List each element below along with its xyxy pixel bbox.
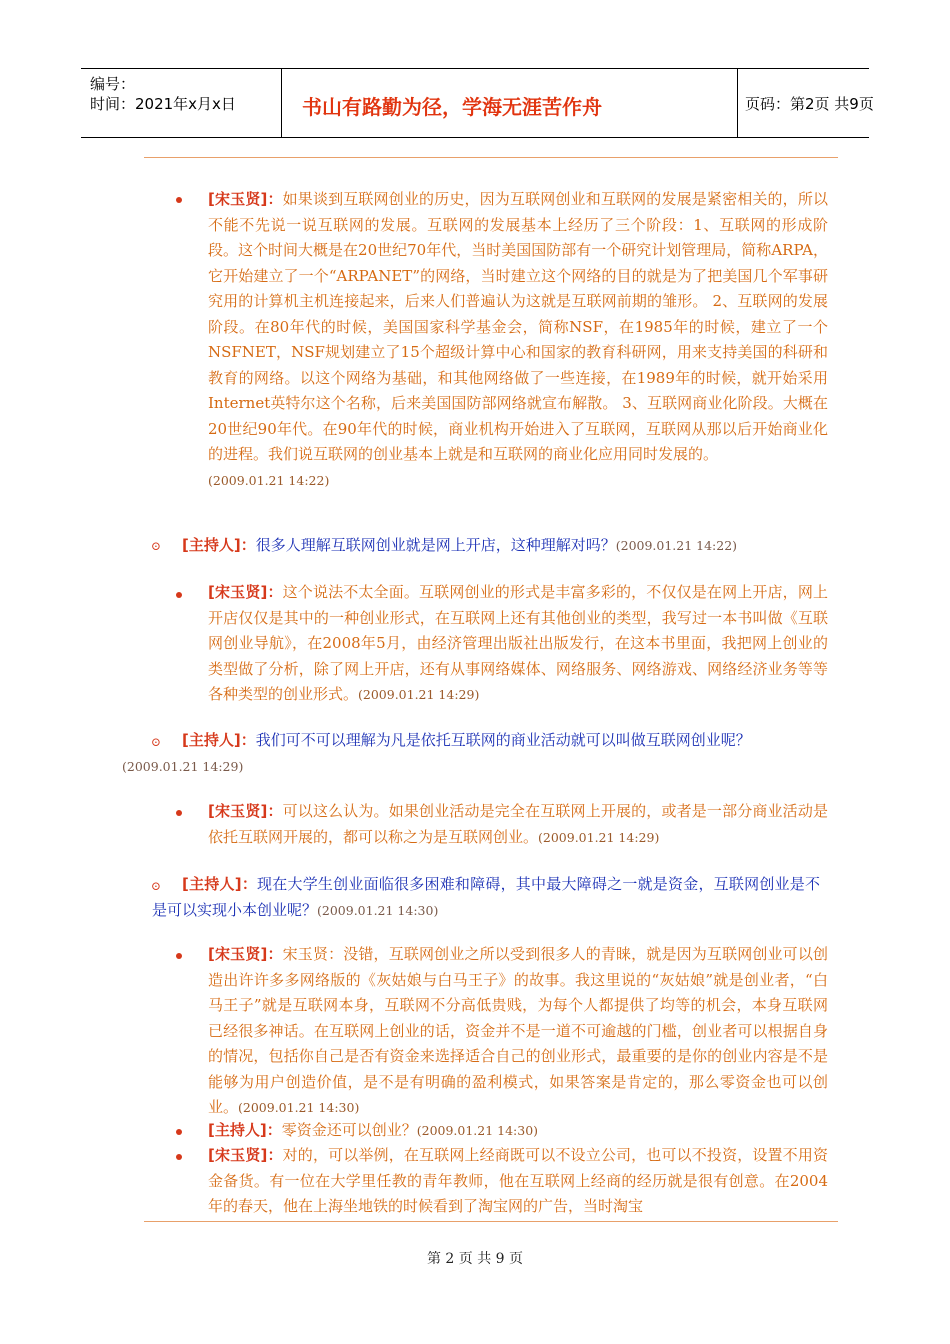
entry-text: 可以这么认为。如果创业活动是完全在互联网上开展的，或者是一部分商业活动是依托互联网开展的，都可以称之为是互联网创业。	[208, 802, 828, 846]
answer-entry	[208, 1118, 828, 1144]
timestamp: (2009.01.21 14:22)	[615, 538, 738, 553]
speaker-label: [宋玉贤]：	[208, 945, 283, 963]
header-left-cell	[81, 69, 282, 137]
timestamp: (2009.01.21 14:29)	[538, 829, 660, 845]
clock-icon: ⊙	[151, 539, 162, 553]
bullet-icon	[176, 810, 182, 816]
answer-entry	[208, 942, 828, 1121]
timestamp: (2009.01.21 14:30)	[317, 902, 439, 918]
question-entry	[122, 728, 820, 779]
answer-entry	[208, 799, 828, 850]
answer-entry	[208, 1143, 828, 1220]
question-entry	[152, 872, 820, 923]
timestamp: (2009.01.21 14:29)	[358, 687, 480, 702]
speaker-label: [宋玉贤]：	[208, 583, 283, 601]
top-rule	[144, 157, 838, 158]
timestamp: (2009.01.21 14:22)	[208, 472, 330, 488]
entry-text: 对的，可以举例，在互联网上经商既可以不设立公司，也可以不投资，设置不用资金备货。有一位在大学里任教的青年教师，他在互联网上经商的经历就是很有创意。在2004年的春天，他在上海坐地铁的时候看到了淘宝网的广告，当时淘宝	[208, 1146, 828, 1215]
motto: 书山有路勤为径，学海无涯苦作舟	[302, 95, 602, 119]
entry-text: 我们可不可以理解为凡是依托互联网的商业活动就可以叫做互联网创业呢？	[255, 731, 751, 749]
page-footer: 第 2 页 共 9 页	[426, 1251, 524, 1267]
question-entry	[182, 533, 842, 559]
speaker-label: [主持人]：	[182, 536, 256, 554]
number-label: 编号：	[90, 75, 136, 93]
bullet-icon	[176, 1154, 182, 1160]
bottom-rule	[144, 1221, 838, 1222]
date-label: 时间：2021年x月x日	[90, 95, 236, 113]
speaker-label: [宋玉贤]：	[208, 190, 283, 208]
answer-entry	[208, 580, 828, 708]
header-center-cell	[282, 69, 738, 137]
speaker-label: [宋玉贤]：	[208, 1146, 283, 1164]
timestamp: (2009.01.21 14:29)	[122, 758, 244, 774]
header-right-cell	[738, 69, 874, 137]
entry-text: 零资金还可以创业？	[281, 1121, 417, 1139]
entry-text: 这个说法不太全面。互联网创业的形式是丰富多彩的，不仅仅是在网上开店，网上开店仅仅是其中的一种创业形式，在互联网上还有其他创业的类型，我写过一本书叫做《互联网创业导航》，在2008年5月，由经济管理出版社出版发行，在这本书里面，我把网上创业的类型做了分析，除了网上开店，还有从事网络媒体、网络服务、网络游戏、网络经济业务等等各种类型的创业形式。	[208, 583, 828, 703]
timestamp: (2009.01.21 14:30)	[416, 1123, 539, 1138]
page-info: 页码：第2页 共9页	[745, 95, 874, 113]
bullet-icon	[176, 592, 182, 598]
bullet-icon	[176, 197, 182, 203]
bullet-icon	[176, 953, 182, 959]
clock-icon: ⊙	[151, 735, 162, 749]
speaker-label: [主持人]：	[208, 1121, 282, 1139]
entry-text: 现在大学生创业面临很多困难和障碍，其中最大障碍之一就是资金，互联网创业是不是可以实现小本创业呢？	[152, 875, 820, 919]
bullet-icon	[176, 1129, 182, 1135]
entry-text: 很多人理解互联网创业就是网上开店，这种理解对吗？	[255, 536, 616, 554]
speaker-label: [主持人]：	[182, 875, 258, 893]
entry-text: 如果谈到互联网创业的历史，因为互联网创业和互联网的发展是紧密相关的，所以不能不先说一说互联网的发展。互联网的发展基本上经历了三个阶段：1、互联网的形成阶段。这个时间大概是在20世纪70年代，当时美国国防部有一个研究计划管理局，简称ARPA，它开始建立了一个“ARPANET”的网络，当时建立这个网络的目的就是为了把美国几个军事研究用的计算机主机连接起来，后来人们普遍认为这就是互联网前期的雏形。 2、互联网的发展阶段。在80年代的时候，美国国家科学基金会，简称NSF，在1985年的时候，建立了一个NSFNET，NSF规划建立了15个超级计算中心和国家的教育科研网，用来支持美国的科研和教育的网络。以这个网络为基础，和其他网络做了一些连接，在1989年的时候，就开始采用Internet英特尔这个名称，后来美国国防部网络就宣布解散。 3、互联网商业化阶段。大概在20世纪90年代。在90年代的时候，商业机构开始进入了互联网，互联网从那以后开始商业化的进程。我们说互联网的创业基本上就是和互联网的商业化应用同时发展的。	[208, 190, 828, 463]
answer-entry	[208, 187, 828, 493]
entry-text: 宋玉贤：没错，互联网创业之所以受到很多人的青睐，就是因为互联网创业可以创造出许许多多网络版的《灰姑娘与白马王子》的故事。我这里说的“灰姑娘”就是创业者，“白马王子”就是互联网本身，互联网不分高低贵贱，为每个人都提供了均等的机会，本身互联网已经很多神话。在互联网上创业的话，资金并不是一道不可逾越的门槛，创业者可以根据自身的情况，包括你自己是否有资金来选择适合自己的创业形式，最重要的是你的创业内容是不是能够为用户创造价值，是不是有明确的盈利模式，如果答案是肯定的，那么零资金也可以创业。	[208, 945, 828, 1116]
speaker-label: [主持人]：	[182, 731, 256, 749]
speaker-label: [宋玉贤]：	[208, 802, 283, 820]
clock-icon: ⊙	[151, 879, 162, 893]
timestamp: (2009.01.21 14:30)	[238, 1100, 360, 1115]
document-header	[81, 68, 874, 138]
